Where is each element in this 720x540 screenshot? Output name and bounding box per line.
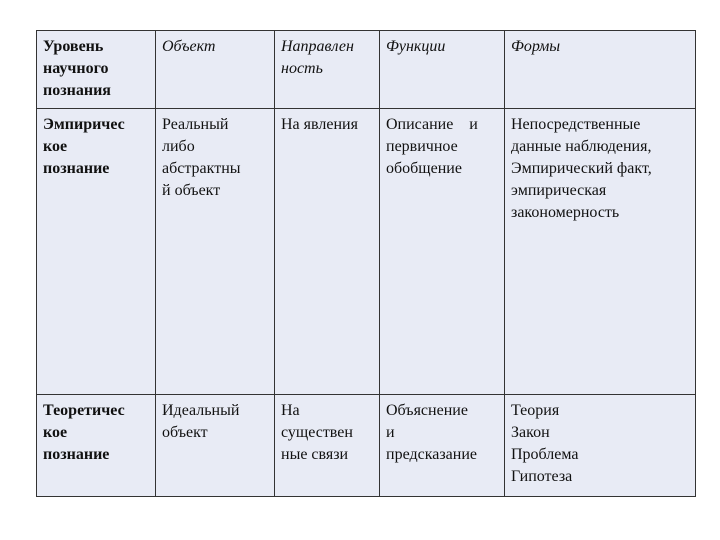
header-object-line: Объект — [162, 38, 216, 55]
empirical-object-line: абстрактны — [162, 160, 241, 177]
empirical-object-cell — [156, 109, 275, 395]
empirical-forms-line: Эмпирический факт, — [511, 160, 652, 177]
theoretical-level-line: познание — [43, 446, 110, 463]
theoretical-functions-cell — [380, 395, 505, 497]
empirical-level-line: познание — [43, 160, 110, 177]
theoretical-forms-line: Теория — [511, 402, 560, 419]
theoretical-functions-line: предсказание — [386, 446, 477, 463]
empirical-object-line: й объект — [162, 182, 221, 199]
knowledge-levels-table — [36, 30, 696, 497]
theoretical-object-line: Идеальный — [162, 402, 240, 419]
empirical-level-cell — [37, 109, 156, 395]
theoretical-object-cell — [156, 395, 275, 497]
header-level-cell — [37, 31, 156, 109]
theoretical-direction-line: На — [281, 402, 300, 419]
table-header-row — [37, 31, 696, 109]
theoretical-direction-line: ные связи — [281, 446, 349, 463]
empirical-object-line: либо — [162, 138, 195, 155]
header-direction-cell — [275, 31, 380, 109]
theoretical-level-cell — [37, 395, 156, 497]
theoretical-forms-line: Проблема — [511, 446, 579, 463]
empirical-forms-line: Непосредственные — [511, 116, 641, 133]
empirical-functions-line: первичное — [386, 138, 458, 155]
empirical-level-line: кое — [43, 138, 68, 155]
table-row-theoretical — [37, 395, 696, 497]
theoretical-level-line: кое — [43, 424, 68, 441]
theoretical-object-line: объект — [162, 424, 208, 441]
empirical-functions-line: Описание и — [386, 116, 478, 133]
empirical-forms-line: закономерность — [511, 204, 620, 221]
header-forms-cell — [505, 31, 696, 109]
header-level-line: научного — [43, 60, 109, 77]
header-functions-cell — [380, 31, 505, 109]
empirical-direction-line: На явления — [281, 116, 358, 133]
header-direction-line: Направлен — [281, 38, 354, 55]
header-object-cell — [156, 31, 275, 109]
header-direction-line: ность — [281, 60, 323, 77]
header-level-line: познания — [43, 82, 111, 99]
theoretical-level-line: Теоретичес — [43, 402, 125, 419]
empirical-functions-cell — [380, 109, 505, 395]
theoretical-forms-cell — [505, 395, 696, 497]
empirical-direction-cell — [275, 109, 380, 395]
empirical-level-line: Эмпиричес — [43, 116, 125, 133]
empirical-forms-line: эмпирическая — [511, 182, 607, 199]
theoretical-direction-line: существен — [281, 424, 353, 441]
table-row-empirical — [37, 109, 696, 395]
empirical-forms-line: данные наблюдения, — [511, 138, 652, 155]
empirical-functions-line: обобщение — [386, 160, 462, 177]
theoretical-forms-line: Гипотеза — [511, 468, 573, 485]
theoretical-functions-line: и — [386, 424, 395, 441]
theoretical-forms-line: Закон — [511, 424, 550, 441]
theoretical-direction-cell — [275, 395, 380, 497]
header-level-line: Уровень — [43, 38, 104, 55]
header-forms-line: Формы — [511, 38, 561, 55]
empirical-forms-cell — [505, 109, 696, 395]
empirical-object-line: Реальный — [162, 116, 229, 133]
header-functions-line: Функции — [386, 38, 446, 55]
theoretical-functions-line: Объяснение — [386, 402, 468, 419]
